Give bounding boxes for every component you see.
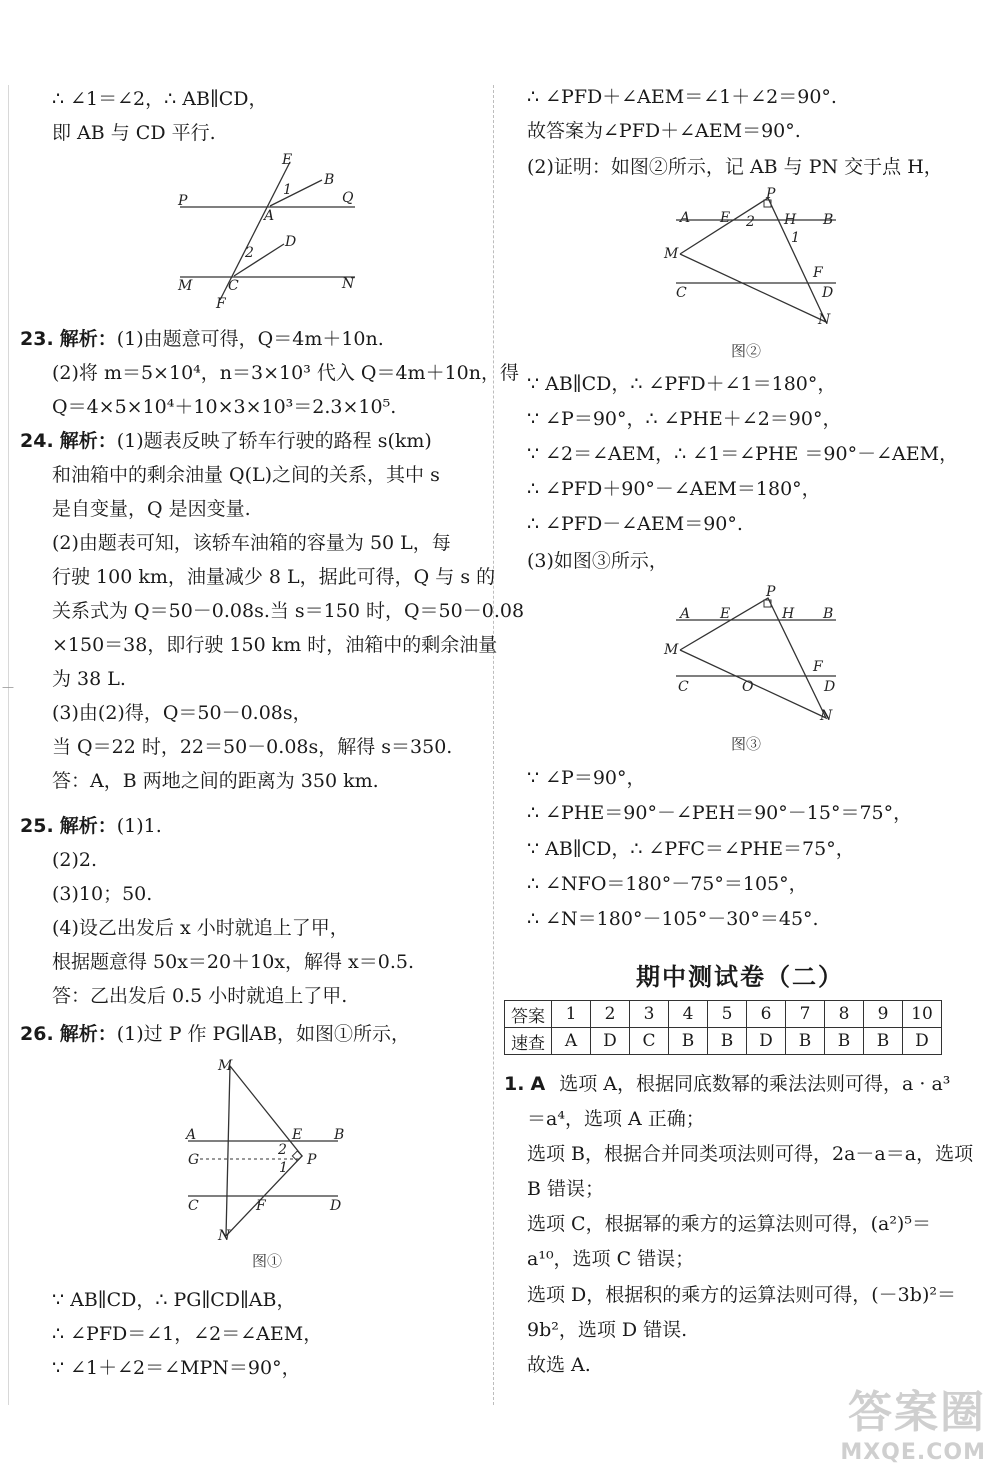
fig1-label-E: E <box>292 1127 303 1143</box>
fig2-label-2: 2 <box>746 214 755 230</box>
q25-line-3: (3)10；50. <box>52 883 153 905</box>
table-num: 3 <box>630 1001 669 1028</box>
table-answer: D <box>591 1028 630 1055</box>
fig3-label-M: M <box>664 642 679 658</box>
q1-line-4: B 错误； <box>527 1178 605 1200</box>
q23-line-2: (2)将 m＝5×10⁴，n＝3×10³ 代入 Q＝4m＋10n，得 <box>52 362 519 384</box>
q1-line-2: ＝a⁴，选项 A 正确； <box>527 1108 705 1130</box>
left-bottom-line-2: ∴ ∠PFD＝∠1，∠2＝∠AEM， <box>52 1323 323 1345</box>
fig1-label-F: F <box>256 1198 266 1214</box>
fig3-label-E: E <box>720 606 731 622</box>
answer-table-row-numbers <box>505 1001 942 1028</box>
q25-keyword: 解析： <box>59 815 117 837</box>
q23-line-3: Q＝4×5×10⁴＋10×3×10³＝2.3×10⁵. <box>52 396 397 418</box>
fig2-label-B: B <box>823 212 834 228</box>
fig3-label-B: B <box>823 606 834 622</box>
q24-line-7: ×150＝38，即行驶 150 km 时，油箱中的剩余油量 <box>52 634 498 656</box>
column-divider <box>493 85 494 1405</box>
left-top-line-2: 即 AB 与 CD 平行. <box>52 122 216 144</box>
table-answer: B <box>786 1028 825 1055</box>
fig2-label-E: E <box>720 210 731 226</box>
label-A: A <box>264 208 275 224</box>
right-after-line-1: ∵ ∠P＝90°， <box>527 767 646 789</box>
fig2-label-F: F <box>813 265 823 281</box>
q25-line-6: 答：乙出发后 0.5 小时就追上了甲. <box>52 985 348 1007</box>
table-answer: A <box>552 1028 591 1055</box>
q23-first-line: 23. 解析：(1)由题意可得，Q＝4m＋10n. <box>20 328 384 350</box>
fig1-label-D: D <box>330 1198 342 1214</box>
fig2-label-1: 1 <box>791 230 800 246</box>
table-num: 4 <box>669 1001 708 1028</box>
q24-number: 24. <box>20 430 54 452</box>
fig1-label-B: B <box>334 1127 345 1143</box>
q1-first-line: 1. A 选项 A，根据同底数幂的乘法法则可得，a · a³ <box>504 1073 951 1095</box>
table-num: 2 <box>591 1001 630 1028</box>
q24-line-4: (2)由题表可知，该轿车油箱的容量为 50 L，每 <box>52 532 451 554</box>
table-answer: B <box>825 1028 864 1055</box>
right-mid-line-5: ∴ ∠PFD－∠AEM＝90°. <box>527 513 743 535</box>
table-num: 10 <box>903 1001 942 1028</box>
table-head-2: 速查 <box>505 1028 552 1055</box>
fig1-label-P: P <box>307 1152 317 1168</box>
right-mid-line-1: ∵ AB∥CD，∴ ∠PFD＋∠1＝180°， <box>527 373 837 395</box>
q23-number: 23. <box>20 328 54 350</box>
watermark-line-2: MXQE.COM <box>840 1440 986 1465</box>
right-top-line-1: ∴ ∠PFD＋∠AEM＝∠1＋∠2＝90°. <box>527 86 837 108</box>
table-num: 7 <box>786 1001 825 1028</box>
q23-keyword: 解析： <box>59 328 117 350</box>
q1-line-7: 选项 D，根据积的乘方的运算法则可得，(－3b)²＝ <box>527 1284 956 1306</box>
q24-line-10: 当 Q＝22 时，22＝50－0.08s，解得 s＝350. <box>52 736 453 758</box>
q24-line-2: 和油箱中的剩余油量 Q(L)之间的关系，其中 s <box>52 464 440 486</box>
q26-first-line: 26. 解析：(1)过 P 作 PG∥AB，如图①所示， <box>20 1023 410 1045</box>
left-top-line-1: ∴ ∠1＝∠2，∴ AB∥CD， <box>52 88 268 110</box>
table-num: 5 <box>708 1001 747 1028</box>
q1-line-5: 选项 C，根据幂的乘方的运算法则可得，(a²)⁵＝ <box>527 1213 931 1235</box>
fig2-label-H: H <box>784 212 797 228</box>
right-after-line-3: ∵ AB∥CD，∴ ∠PFC＝∠PHE＝75°， <box>527 838 855 860</box>
table-answer: C <box>630 1028 669 1055</box>
label-P: P <box>178 193 188 209</box>
figure-1 <box>178 1052 358 1246</box>
table-answer: D <box>903 1028 942 1055</box>
right-mid-line-4: ∴ ∠PFD＋90°－∠AEM＝180°， <box>527 478 821 500</box>
right-top-line-3: (2)证明：如图②所示，记 AB 与 PN 交于点 H， <box>527 156 943 178</box>
table-num: 1 <box>552 1001 591 1028</box>
fig3-label-N: N <box>820 708 833 724</box>
label-N: N <box>342 276 355 292</box>
q1-line-6: a¹⁰，选项 C 错误； <box>527 1248 695 1270</box>
binding-mark: — <box>2 680 14 694</box>
fig2-label-D: D <box>822 285 834 301</box>
table-num: 6 <box>747 1001 786 1028</box>
watermark-line-1: 答案圈 <box>848 1387 986 1438</box>
q25-first-line: 25. 解析：(1)1. <box>20 815 162 837</box>
fig1-label-M: M <box>218 1058 233 1074</box>
q24-line-9: (3)由(2)得，Q＝50－0.08s， <box>52 702 312 724</box>
q25-line-4: (4)设乙出发后 x 小时就追上了甲， <box>52 917 349 939</box>
right-after-line-2: ∴ ∠PHE＝90°－∠PEH＝90°－15°＝75°， <box>527 802 913 824</box>
label-2: 2 <box>245 245 254 261</box>
q26-keyword: 解析： <box>59 1023 117 1045</box>
label-D: D <box>285 234 297 250</box>
left-bottom-line-1: ∵ AB∥CD，∴ PG∥CD∥AB， <box>52 1289 296 1311</box>
q1-line-9: 故选 A. <box>527 1354 591 1376</box>
q24-line-11: 答：A，B 两地之间的距离为 350 km. <box>52 770 379 792</box>
right-mid-line-2: ∵ ∠P＝90°，∴ ∠PHE＋∠2＝90°， <box>527 408 842 430</box>
label-1: 1 <box>283 182 292 198</box>
table-answer: D <box>747 1028 786 1055</box>
fig1-label-A: A <box>186 1127 197 1143</box>
fig1-caption: 图① <box>252 1252 283 1270</box>
fig2-caption: 图② <box>731 342 762 360</box>
right-top-line-2: 故答案为∠PFD＋∠AEM＝90°. <box>527 120 801 142</box>
q26-number: 26. <box>20 1023 54 1045</box>
section-title: 期中测试卷（二） <box>636 963 844 991</box>
fig3-label-D: D <box>824 679 836 695</box>
figure-parallel-lines <box>170 150 370 314</box>
fig3-label-O: O <box>742 679 754 695</box>
q25-line-2: (2)2. <box>52 849 98 871</box>
q1-line-8: 9b²，选项 D 错误. <box>527 1319 688 1341</box>
q24-line-6: 关系式为 Q＝50－0.08s.当 s＝150 时，Q＝50－0.08 <box>52 600 525 622</box>
fig3-label-F: F <box>813 659 823 675</box>
right-mid-line-6: (3)如图③所示， <box>527 550 668 572</box>
fig2-label-N: N <box>818 312 831 328</box>
figure-2 <box>656 184 846 338</box>
fig2-label-C: C <box>676 285 687 301</box>
table-num: 8 <box>825 1001 864 1028</box>
label-Q: Q <box>342 190 354 206</box>
right-after-line-4: ∴ ∠NFO＝180°－75°＝105°， <box>527 873 808 895</box>
fig2-label-P: P <box>766 186 776 202</box>
q24-line-5: 行驶 100 km，油量减少 8 L，据此可得，Q 与 s 的 <box>52 566 496 588</box>
fig1-label-G: G <box>188 1152 200 1168</box>
table-head-1: 答案 <box>505 1001 552 1028</box>
label-E: E <box>282 152 293 168</box>
fig1-label-C: C <box>188 1198 199 1214</box>
fig3-label-A: A <box>680 606 691 622</box>
left-bottom-line-3: ∵ ∠1＋∠2＝∠MPN＝90°， <box>52 1357 301 1379</box>
table-answer: B <box>864 1028 903 1055</box>
label-M: M <box>178 278 193 294</box>
fig2-label-M: M <box>664 246 679 262</box>
fig3-caption: 图③ <box>731 735 762 753</box>
left-margin-rule <box>8 85 9 1405</box>
q24-first-line: 24. 解析：(1)题表反映了轿车行驶的路程 s(km) <box>20 430 432 452</box>
q1-answer: A <box>530 1073 546 1095</box>
fig3-label-C: C <box>678 679 689 695</box>
figure-3 <box>656 580 846 734</box>
q24-line-8: 为 38 L. <box>52 668 126 690</box>
table-answer: B <box>669 1028 708 1055</box>
q24-line-3: 是自变量，Q 是因变量. <box>52 498 251 520</box>
fig1-label-2: 2 <box>278 1142 287 1158</box>
fig3-label-H: H <box>782 606 795 622</box>
answer-table <box>504 1000 942 1055</box>
watermark <box>840 1376 986 1465</box>
right-after-line-5: ∴ ∠N＝180°－105°－30°＝45°. <box>527 908 819 930</box>
q1-line-3: 选项 B，根据合并同类项法则可得，2a－a＝a，选项 <box>527 1143 974 1165</box>
q24-keyword: 解析： <box>59 430 117 452</box>
fig2-label-A: A <box>680 210 691 226</box>
right-mid-line-3: ∵ ∠2＝∠AEM，∴ ∠1＝∠PHE ＝90°－∠AEM， <box>527 443 959 465</box>
q25-line-5: 根据题意得 50x＝20＋10x，解得 x＝0.5. <box>52 951 415 973</box>
fig1-label-N: N <box>218 1228 231 1242</box>
label-C: C <box>228 278 239 294</box>
q1-number: 1. <box>504 1073 525 1095</box>
fig3-label-P: P <box>766 584 776 600</box>
fig1-label-1: 1 <box>279 1160 288 1176</box>
label-B: B <box>324 172 335 188</box>
table-num: 9 <box>864 1001 903 1028</box>
table-answer: B <box>708 1028 747 1055</box>
label-F: F <box>216 296 226 310</box>
answer-table-row-answers <box>505 1028 942 1055</box>
q25-number: 25. <box>20 815 54 837</box>
